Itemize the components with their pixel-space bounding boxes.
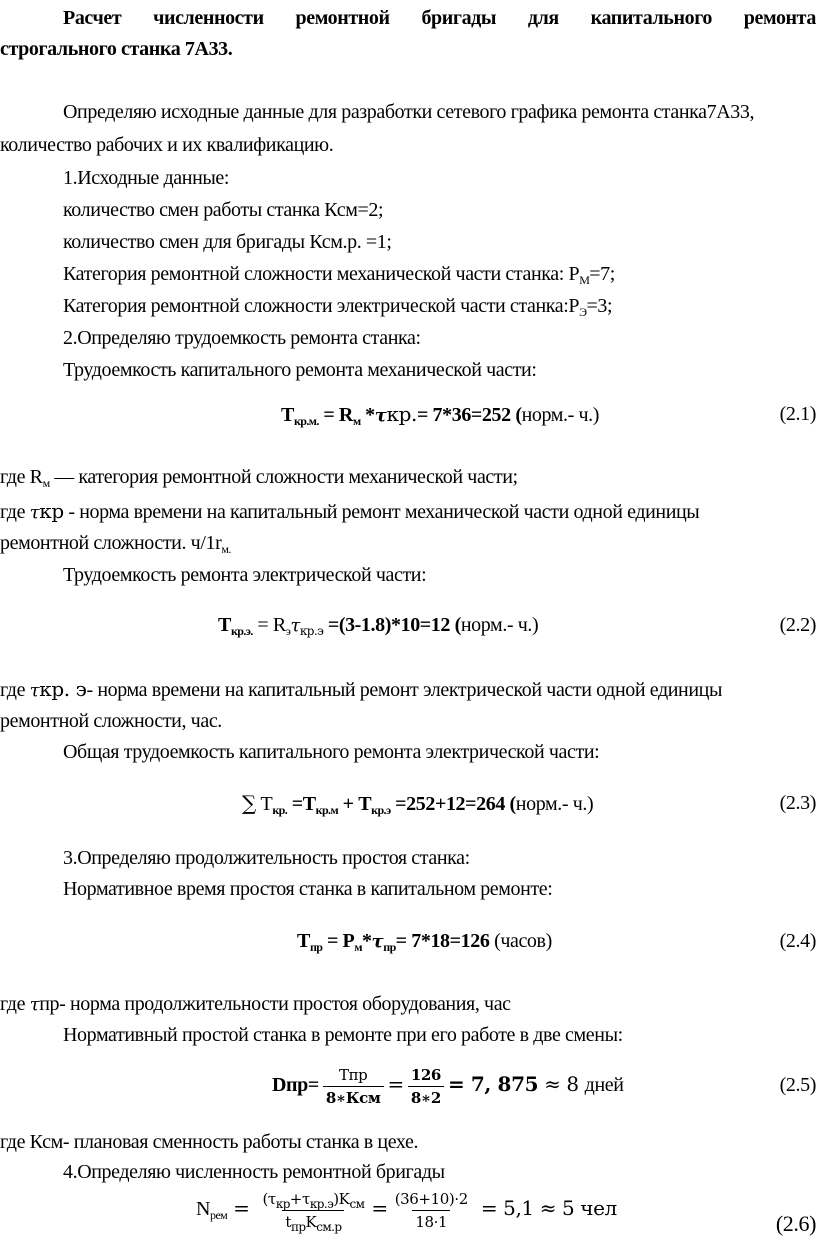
mech-category: Категория ремонтной сложности механической части станка: $Р_М=7$; bbox=[63, 263, 615, 287]
el-category: Категория ремонтной сложности электрической части $станка:Р_Э=3$; bbox=[63, 295, 613, 319]
where-ksm: где Ксм- плановая сменность работы станка в цехе. bbox=[0, 1131, 419, 1153]
equation-number: (2.2) bbox=[779, 614, 816, 636]
equation-2-1: $Т_{кр.м.} = R_м$ *τкр.= 7*36=252 (норм.- ч.) bbox=[281, 402, 600, 428]
el-labor-heading: Трудоемкость ремонта электрической части: bbox=[63, 564, 427, 586]
title-word: Расчет bbox=[63, 7, 122, 29]
tau-symbol: τ bbox=[29, 680, 40, 701]
title-word: капитального bbox=[590, 7, 712, 29]
intro-line-1: Определяю исходные данные для разработки сетевого графика ремонта станка7А33, bbox=[63, 101, 755, 123]
title-word: численности bbox=[153, 7, 264, 29]
where-tau-kr: где τкр - норма времени на капитальный ремонт механической части одной единицы bbox=[0, 499, 700, 523]
where-tau-kre-cont: ремонтной сложности, час. bbox=[0, 710, 222, 732]
equation-number: (2.4) bbox=[779, 930, 816, 952]
title-line-1 bbox=[63, 6, 816, 30]
section-3-heading: 3.Определяю продолжительность простоя станка: bbox=[63, 847, 470, 869]
where-tau-kr-cont: ремонтной сложности. $ч/1r_{м.}$ bbox=[0, 532, 231, 556]
title-line-2: строгального станка 7А33. bbox=[0, 38, 233, 60]
fraction: $\frac{(36+10)\cdot 2}{18\cdot 1}$ bbox=[394, 1190, 468, 1231]
where-rm: где $R_м$ — категория ремонтной сложности механической части; bbox=[0, 466, 518, 490]
equals-sign: = bbox=[371, 1196, 388, 1221]
equation-number: (2.1) bbox=[779, 403, 816, 425]
tau-symbol: τ bbox=[29, 994, 40, 1015]
equation-2-4: $Т_{пр} = Р_м*\tau_{пр}= 7*18=126$ (часов) bbox=[297, 930, 552, 954]
norm-downtime-heading: Нормативное время простоя станка в капитальном ремонте: bbox=[63, 878, 553, 900]
tau-symbol: τ bbox=[371, 931, 384, 952]
mech-labor-heading: Трудоемкость капитального ремонта механической части: bbox=[63, 359, 537, 381]
intro-line-2: количество рабочих и их квалификацию. bbox=[0, 134, 334, 156]
section-4-heading: 4.Определяю численность ремонтной бригады bbox=[63, 1161, 445, 1183]
equation-2-2: $Т_{кр.э.} = R_э\tau_{кр.э} =(3-1.8)*10=12$ (норм.- ч.) bbox=[218, 614, 539, 638]
equation-2-3: ∑ $Т_{кр.} =Т_{кр.м} + Т_{кр.э} =252+12=264$ (норм.- ч.) bbox=[242, 791, 594, 817]
section-2-heading: 2.Определяю трудоемкость ремонта станка: bbox=[63, 327, 421, 349]
equation-number: (2.5) bbox=[779, 1074, 816, 1096]
tau-symbol: τ bbox=[290, 615, 300, 636]
where-tau-pr: где τпр- норма продолжительности простоя оборудования, час bbox=[0, 993, 511, 1015]
title-word: ремонта bbox=[743, 7, 816, 29]
equation-number: (2.3) bbox=[779, 792, 816, 814]
section-1-heading: 1.Исходные данные: bbox=[63, 167, 230, 189]
tau-symbol: τ bbox=[374, 405, 387, 426]
two-shift-heading: Нормативный простой станка в ремонте при его работе в две смены: bbox=[63, 1024, 623, 1046]
title-word: бригады bbox=[421, 7, 497, 29]
title-word: для bbox=[527, 7, 559, 29]
shifts-machine: количество смен работы станка Ксм=2; bbox=[63, 199, 384, 221]
equation-2-5: Dпр= $\frac{\text{Тпр}}{\text{8∗Ксм}}$ = $\frac{126}{8∗2}$ = 7, 875 ≈ 8 дней bbox=[272, 1066, 624, 1107]
fraction: $\frac{\text{Тпр}}{\text{8∗Ксм}}$ bbox=[323, 1066, 384, 1107]
equation-2-6: $N_{рем}$ = $\frac{(\tau_{кр}+\tau_{кр.э})K_{см}}{t_{пр}K_{см.р}}$ = $\frac{(36+10)\cdot 2}{18\cdot 1}$ = 5,1 ≈ 5 чел bbox=[196, 1190, 617, 1234]
fraction: $\frac{(\tau_{кр}+\tau_{кр.э})K_{см}}{t_{пр}K_{см.р}}$ bbox=[262, 1190, 365, 1234]
tau-symbol: τ bbox=[29, 502, 40, 523]
shifts-team: количество смен для бригады Ксм.р. =1; bbox=[63, 231, 392, 253]
total-labor-heading: Общая трудоемкость капитального ремонта электрической части: bbox=[63, 741, 600, 763]
title-word: ремонтной bbox=[295, 7, 390, 29]
fraction: $\frac{126}{8∗2}$ bbox=[408, 1066, 444, 1107]
where-tau-kre: где τкр. э- норма времени на капитальный ремонт электрической части одной единицы bbox=[0, 677, 722, 701]
equation-number: (2.6) bbox=[775, 1211, 816, 1236]
